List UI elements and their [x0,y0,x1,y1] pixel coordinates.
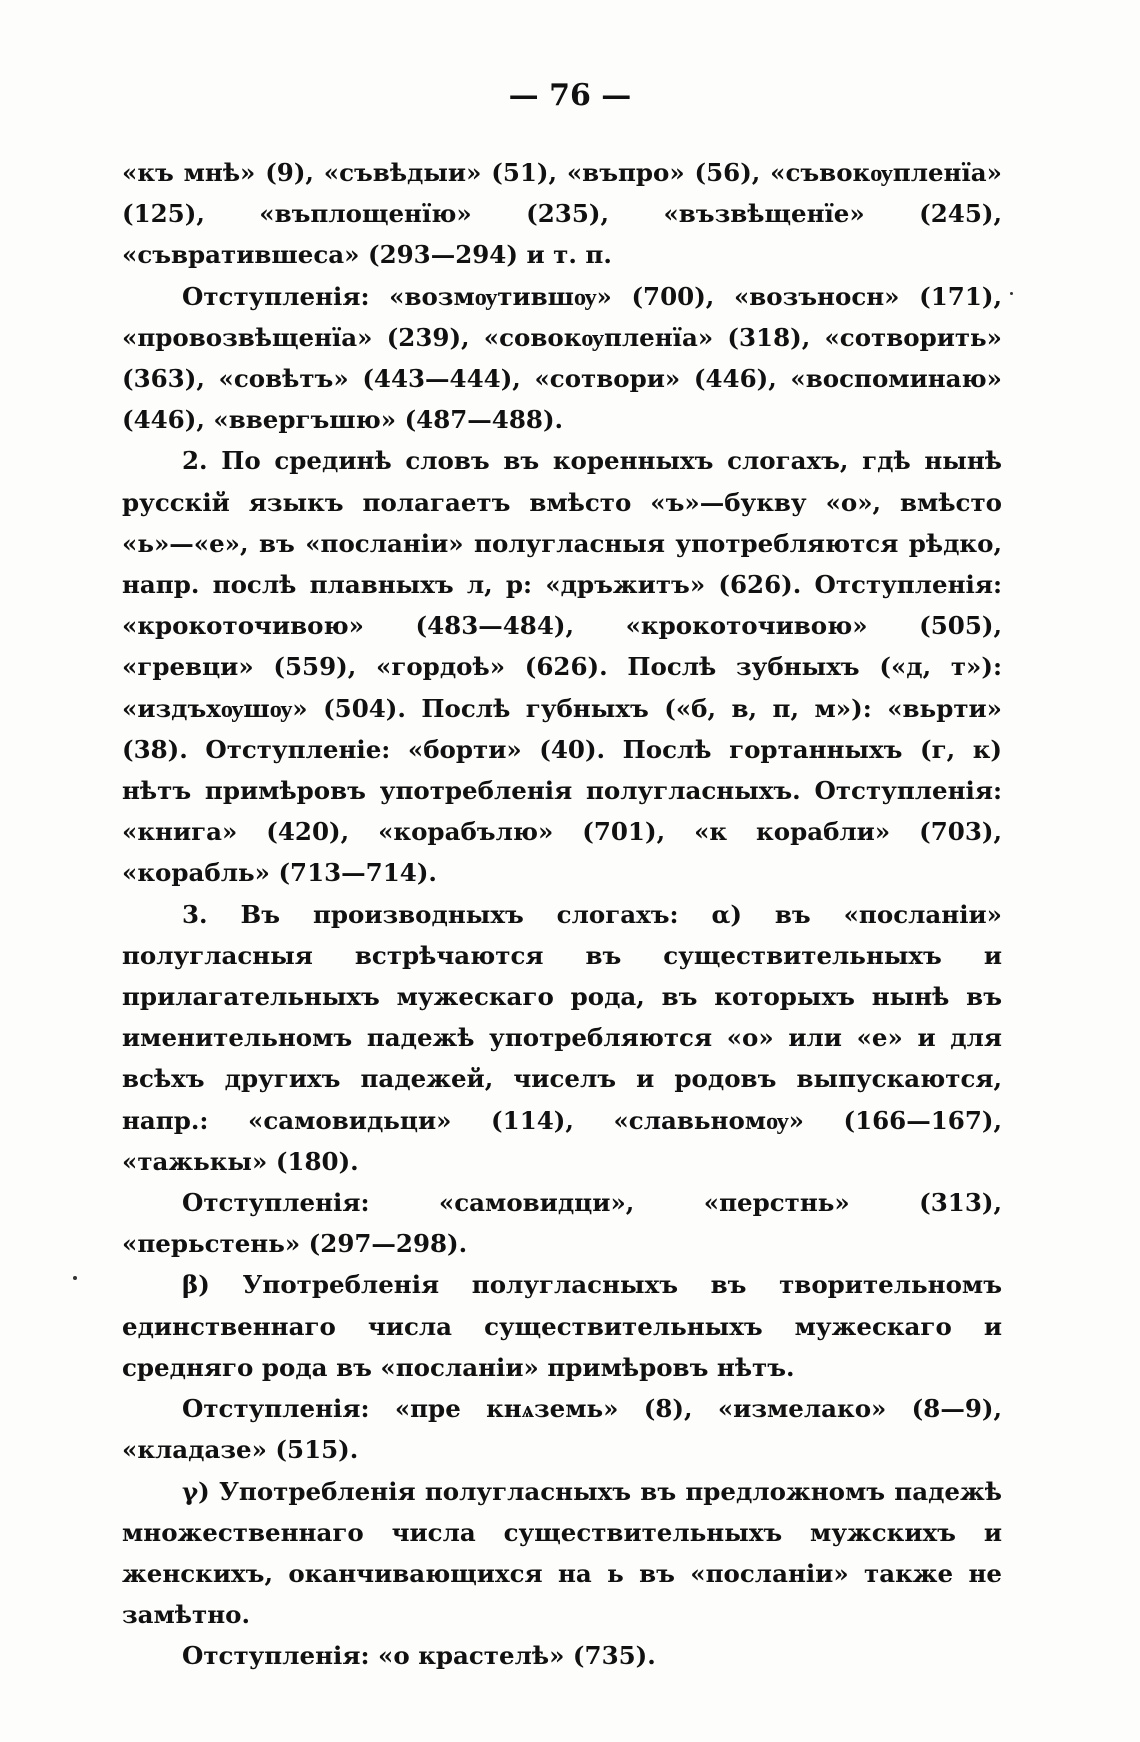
paragraph-4: 3. Въ производныхъ слогахъ: α) въ «посланіи» полугласныя встрѣчаются въ существительныхъ и прилагательныхъ мужескаго рода, въ которыхъ нынѣ въ именительномъ падежѣ употребляются «о» или «е» и для всѣхъ другихъ падежей, чиселъ и родовъ выпускаются, напр.: «самовидьци» (114), «славьномѹ» (166—167), «тажькы» (180). [122,899,1002,1176]
page-number: — 76 — [508,78,632,113]
paragraph-3: 2. По срединѣ словъ въ коренныхъ слогахъ, гдѣ нынѣ русскій языкъ полагаетъ вмѣсто «ъ»—букву «о», вмѣсто «ь»—«е», въ «посланіи» полугласныя употребляются рѣдко, напр. послѣ плавныхъ л, р: «дръжитъ» (626). Отступленія: «крокоточивою» (483—484), «крокоточивою» (505), «гревци» (559), «гордоѣ» (626). Послѣ зубныхъ («д, т»): «издъхѹшѹ» (504). Послѣ губныхъ («б, в, п, м»): «вьрти» (38). Отступленіе: «борти» (40). Послѣ гортанныхъ (г, к) нѣтъ примѣровъ употребленія полугласныхъ. Отступленія: «книга» (420), «корабълю» (701), «к корабли» (703), «корабль» (713—714). [122,446,1002,888]
paragraph-2: Отступленія: «возмѹтившѹ» (700), «возъносн» (171), «провозвѣщенїа» (239), «совокѹпленїа» (318), «сотворить» (363), «совѣтъ» (443—444), «сотвори» (446), «воспоминаю» (446), «ввергъшю» (487—488). [122,281,1002,435]
paragraph-7: Отступленія: «пре кнѧземь» (8), «измелако» (8—9), «кладазе» (515). [122,1394,1002,1465]
paragraph-1: «къ мнѣ» (9), «съвѣдыи» (51), «въпро» (56), «съвокѹпленїа» (125), «въплощенїю» (235), «възвѣщенїе» (245), «съвратившеса» (293—294) и т. п. [122,158,1002,270]
print-speck-mark [1010,292,1013,295]
print-speck-mark [73,1276,77,1280]
paragraph-8: γ) Употребленія полугласныхъ въ предложномъ падежѣ множественнаго числа существительныхъ мужскихъ и женскихъ, оканчивающихся на ь въ «посланіи» также не замѣтно. [122,1476,1002,1630]
paragraph-9: Отступленія: «о крастелѣ» (735). [182,1641,656,1671]
page-text-body [122,152,1002,1677]
paragraph-6: β) Употребленія полугласныхъ въ творительномъ единственнаго числа существительныхъ мужескаго и средняго рода въ «посланіи» примѣровъ нѣтъ. [122,1270,1002,1382]
paragraph-5: Отступленія: «самовидци», «перстнь» (313), «перьстень» (297—298). [122,1188,1002,1259]
